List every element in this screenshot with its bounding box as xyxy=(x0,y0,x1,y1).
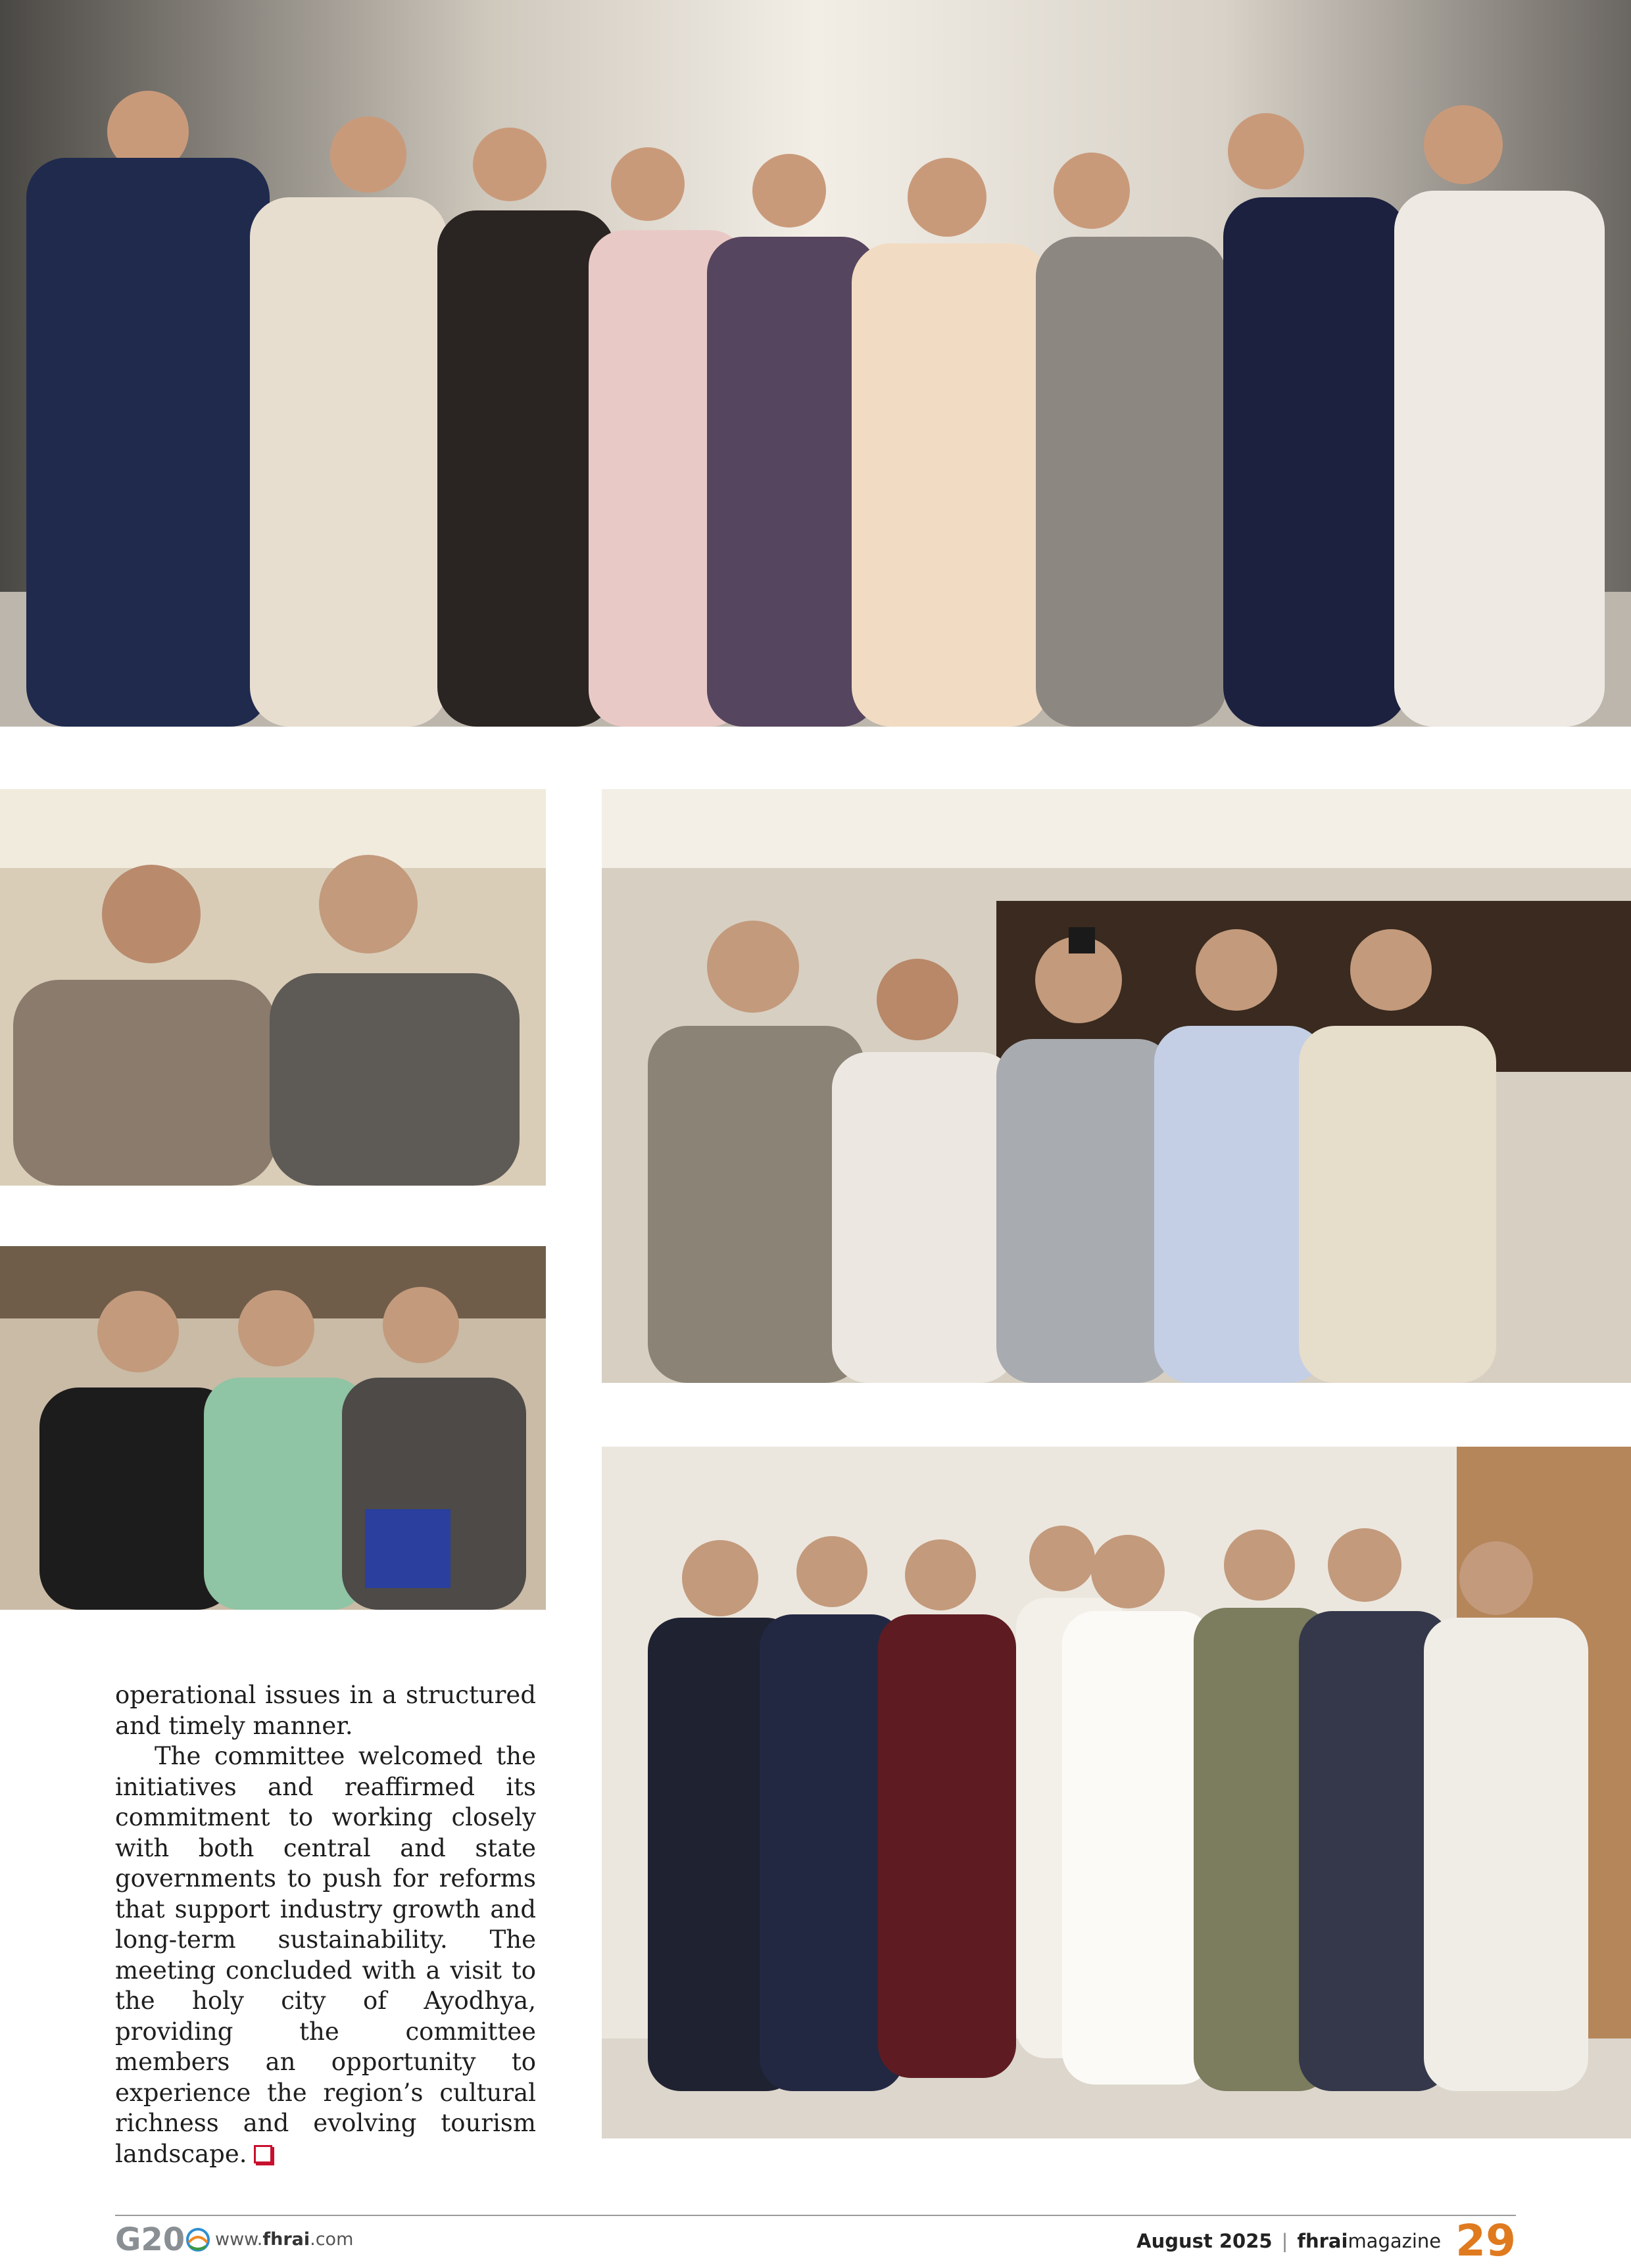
end-of-article-icon xyxy=(254,2145,272,2163)
page-number: 29 xyxy=(1455,2215,1516,2266)
group-photo-image xyxy=(602,1447,1631,2138)
article-paragraph-text: The committee welcomed the initiatives and reaffirmed its commitment to working closely with both central and state governments to push for reforms that support industry growth and long-term sustainability. The meeting concluded with a visit to the holy city of Ayodhya, providing the committee members an opportunity to experience the region’s cultural richness and evolving tourism landscape. xyxy=(115,1742,536,2168)
magazine-name xyxy=(1297,2230,1441,2252)
g20-logo xyxy=(115,2220,214,2257)
footer-separator: | xyxy=(1281,2230,1288,2252)
article-text xyxy=(115,1680,536,2169)
group-photo-main xyxy=(0,0,1631,727)
g20-logo-text: G20 xyxy=(115,2221,185,2257)
three-men-photo-image xyxy=(0,1246,546,1610)
article-paragraph xyxy=(115,1741,536,2169)
article-paragraph: operational issues in a structured and timely manner. xyxy=(115,1681,536,1740)
group-photo-second xyxy=(602,1447,1631,2138)
footer-website-link[interactable] xyxy=(215,2229,353,2250)
two-men-photo-image xyxy=(0,789,546,1186)
trio-photo xyxy=(0,1246,546,1610)
footer-issue-info xyxy=(1136,2215,1516,2267)
six-men-photo-image xyxy=(602,789,1631,1383)
url-brand: fhrai xyxy=(262,2229,310,2250)
issue-date: August 2025 xyxy=(1136,2230,1273,2252)
magazine-suffix: magazine xyxy=(1348,2230,1442,2252)
url-prefix: www. xyxy=(215,2229,263,2250)
duo-photo xyxy=(0,789,546,1186)
url-suffix: .com xyxy=(310,2229,354,2250)
six-men-photo xyxy=(602,789,1631,1383)
magazine-brand: fhrai xyxy=(1297,2230,1348,2252)
group-photo-image xyxy=(0,0,1631,727)
